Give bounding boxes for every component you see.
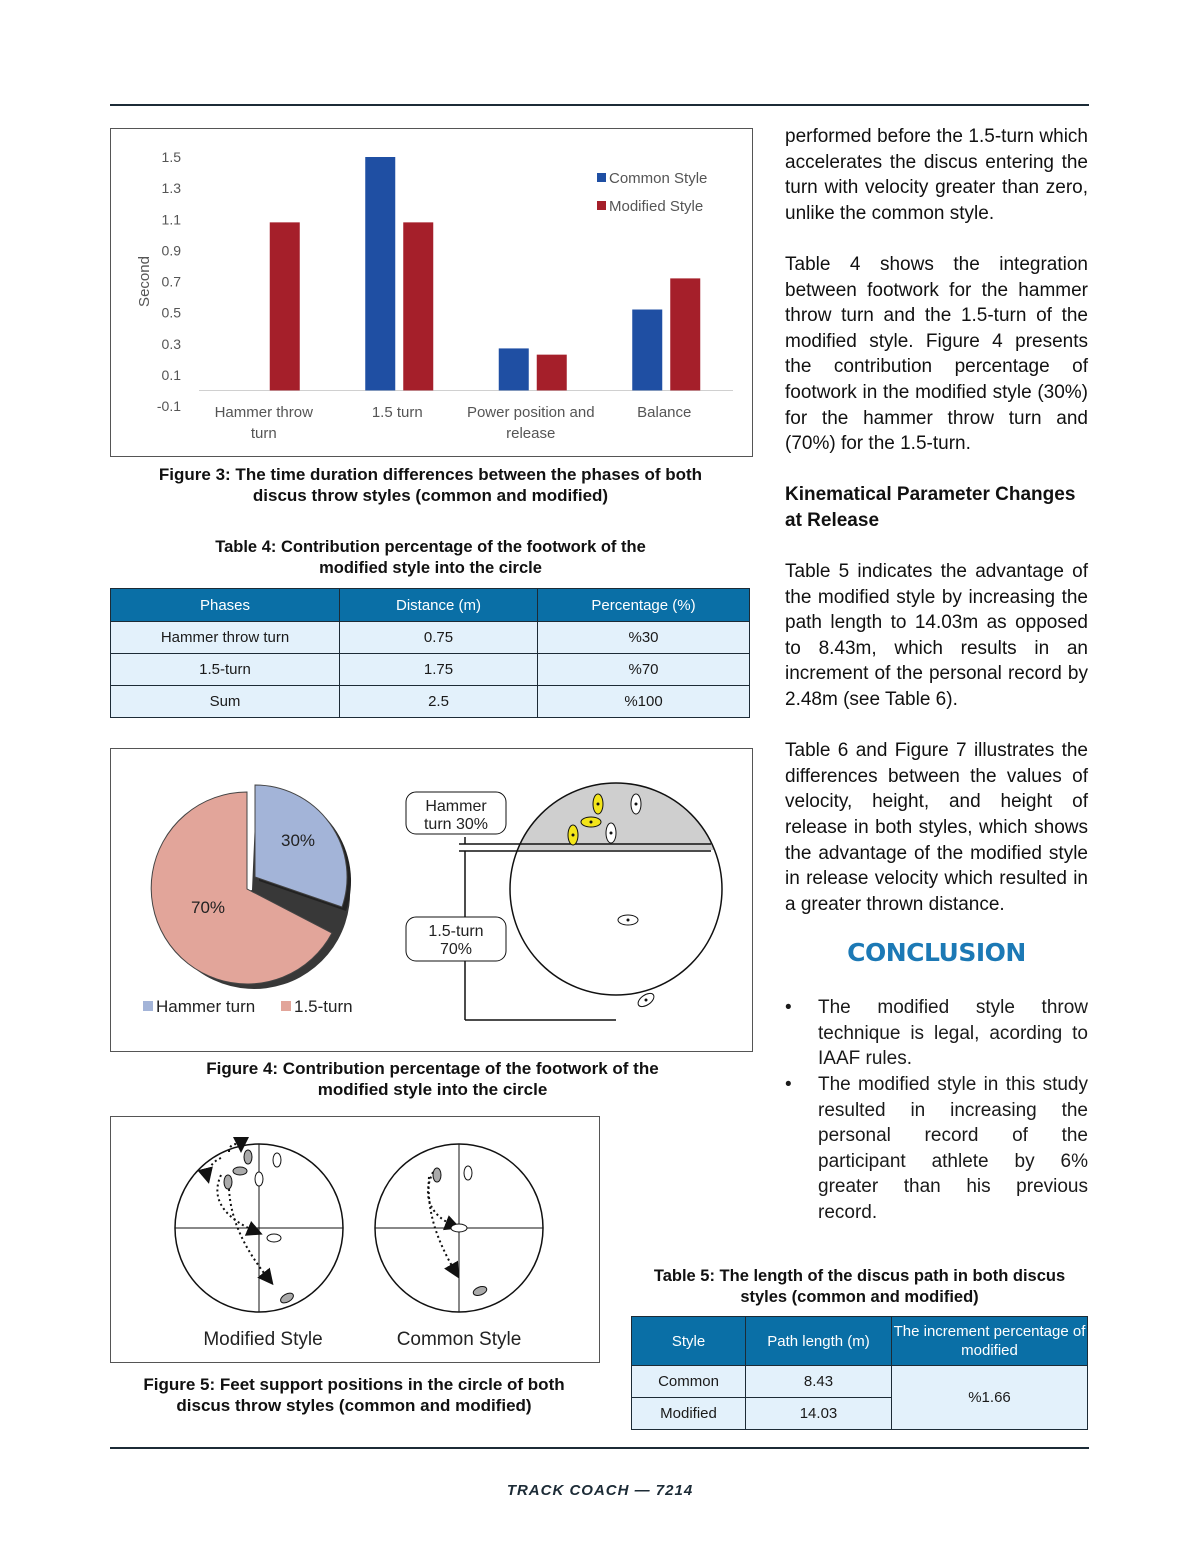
paragraph: Table 4 shows the integration between footwork for the hammer throw turn and the 1.5-turn of the modified style. Figure 4 presents the contribution percentage of footwork in the modified style (30%) for the hammer throw turn and (70%) for the 1.5-turn. [785,253,1088,455]
y-tick-label: 0.3 [161,335,181,352]
table-5-header: Path length (m) [746,1317,892,1366]
figure-4-caption-line-2: modified style into the circle [317,1080,548,1099]
table-cell: 1.75 [340,654,538,686]
table-5-caption [631,1266,1088,1308]
foot-white [451,1224,467,1232]
x-tick-label: release [506,425,556,442]
modified-path [208,1158,221,1180]
table-4-header-row [111,589,750,622]
foot-gray [244,1150,252,1164]
y-tick-label: 0.5 [161,304,181,321]
bullet-marker: • [785,997,792,1018]
table-row [111,654,750,686]
conclusion-heading: CONCLUSION [847,938,1026,967]
table-4-header: Percentage (%) [538,589,750,622]
foot-dot [597,803,600,806]
bullet-marker: • [785,1074,792,1095]
table-5-caption-line-2: styles (common and modified) [740,1288,979,1306]
y-tick-label: 0.1 [161,366,181,383]
table-cell: 14.03 [746,1398,892,1430]
foot-dot [645,999,648,1002]
figure-3-caption-line-1: Figure 3: The time duration differences between the phases of both [158,465,703,484]
foot-gray [433,1168,441,1182]
bar-modified [270,222,300,390]
table-4-caption [110,537,751,579]
table-cell: Hammer throw turn [111,622,340,654]
figure-4-box [110,748,753,1052]
bar-chart [111,129,752,456]
pie-label-70: 70% [191,898,226,917]
legend-label-15: 1.5-turn [294,997,353,1016]
foot-dot [610,832,613,835]
foot-white [464,1166,472,1180]
foot-white [267,1234,281,1242]
y-tick-label: 1.5 [161,149,181,165]
footer: TRACK COACH — 7214 [506,1482,694,1499]
figure-4-caption [110,1058,755,1100]
figure-5-caption [110,1374,598,1416]
foot-dot [635,803,638,806]
foot-dot [590,821,593,824]
table-row [111,622,750,654]
legend-label: Common Style [609,170,708,187]
table-4 [110,588,750,718]
table-5-header-row [632,1317,1088,1366]
figure-5-diagram [111,1117,599,1362]
callout-15-line-1: 1.5-turn [428,923,484,940]
y-tick-label: 1.3 [161,180,181,197]
table-4-caption-line-2: modified style into the circle [319,559,542,577]
x-tick-label: Balance [637,404,692,421]
figure-5-caption-line-1: Figure 5: Feet support positions in the circle of both [143,1375,565,1394]
table-cell: %100 [538,686,750,718]
foot-gray [472,1285,488,1297]
bullet-item [785,995,1088,1072]
table-cell: Sum [111,686,340,718]
foot-dot [627,919,630,922]
right-column-text [785,124,1088,943]
table-cell: %30 [538,622,750,654]
legend-label-hammer: Hammer turn [156,997,256,1016]
bar-common [365,157,395,390]
table-cell: 8.43 [746,1366,892,1398]
paragraph: Table 5 indicates the advantage of the modified style by increasing the path length to 14.03m as opposed to 8.43m, which results in an increment of the personal record by 2.48m (see Table 6). [785,561,1088,711]
table-4-caption-line-1: Table 4: Contribution percentage of the footwork of the [215,538,646,556]
callout-15-line-2: 70% [439,941,473,958]
table-cell: 0.75 [340,622,538,654]
table-cell-increment: %1.66 [892,1366,1088,1430]
figure-5-box [110,1116,600,1363]
x-tick-label: Power position and [466,404,595,421]
y-tick-label: -0.1 [156,398,181,414]
figure-3-caption-line-2: discus throw styles (common and modified) [252,486,609,505]
bar-common [499,348,529,390]
foot-white [273,1153,281,1167]
bottom-rule [110,1447,1089,1449]
table-5-header: The increment percentage of modified [892,1317,1088,1366]
figure-3-box [110,128,753,457]
table-row [111,686,750,718]
table-cell: %70 [538,654,750,686]
figure-3-caption [110,464,751,506]
bullet-text: The modified style throw technique is legal, acording to IAAF rules. [818,997,1088,1070]
x-tick-label: turn [250,425,277,442]
modified-path [229,1189,271,1282]
paragraph: performed before the 1.5-turn which accelerates the discus entering the turn with velocity greater than zero, unlike the common style. [785,126,1088,224]
common-style-label: Common Style [396,1329,522,1350]
table-cell: Common [632,1366,746,1398]
legend-label: Modified Style [609,198,704,215]
callout-hammer-line-1: Hammer [425,798,487,815]
table-5 [631,1316,1088,1430]
bar-common [632,310,662,391]
table-5-caption-line-1: Table 5: The length of the discus path in both discus [653,1267,1066,1285]
foot-gray [279,1291,295,1305]
bullet-text: The modified style in this study resulted in increasing the personal record of the participant athlete by 6% greater than his previous record. [818,1074,1088,1223]
table-cell: 1.5-turn [111,654,340,686]
callout-hammer-line-2: turn 30% [423,816,489,833]
x-tick-label: 1.5 turn [371,404,423,421]
modified-style-label: Modified Style [203,1329,323,1350]
table-4-header: Distance (m) [340,589,538,622]
y-tick-label: 0.9 [161,242,181,259]
figure-4-diagram [111,749,752,1051]
foot-dot [572,834,575,837]
table-row [632,1366,1088,1398]
table-cell: Modified [632,1398,746,1430]
y-axis-label: Second [136,256,153,307]
bullet-item [785,1072,1088,1226]
bar-modified [403,222,433,390]
legend-swatch [597,173,606,182]
y-tick-label: 0.7 [161,273,181,290]
pie-label-30: 30% [281,831,316,850]
figure-5-caption-line-2: discus throw styles (common and modified) [176,1396,532,1415]
foot-gray [224,1175,232,1189]
figure-4-caption-line-1: Figure 4: Contribution percentage of the footwork of the [206,1059,659,1078]
legend-swatch-hammer [143,1001,153,1011]
hammer-zone [506,779,726,850]
bar-modified [537,355,567,391]
table-4-header: Phases [111,589,340,622]
top-rule [110,104,1089,106]
bar-modified [670,278,700,390]
section-heading: Kinematical Parameter Changes at Release [785,484,1076,531]
foot-white [255,1172,263,1186]
foot-gray [233,1167,247,1175]
table-cell: 2.5 [340,686,538,718]
legend-swatch-15 [281,1001,291,1011]
table-5-header: Style [632,1317,746,1366]
paragraph: Table 6 and Figure 7 illustrates the differences between the values of velocity, height, and height of release in both styles, which shows the advantage of the modified style in release velocity which resulted in a greater thrown distance. [785,740,1088,915]
legend-swatch [597,201,606,210]
y-tick-label: 1.1 [161,211,181,228]
common-path [428,1172,457,1227]
x-tick-label: Hammer throw [214,404,313,421]
